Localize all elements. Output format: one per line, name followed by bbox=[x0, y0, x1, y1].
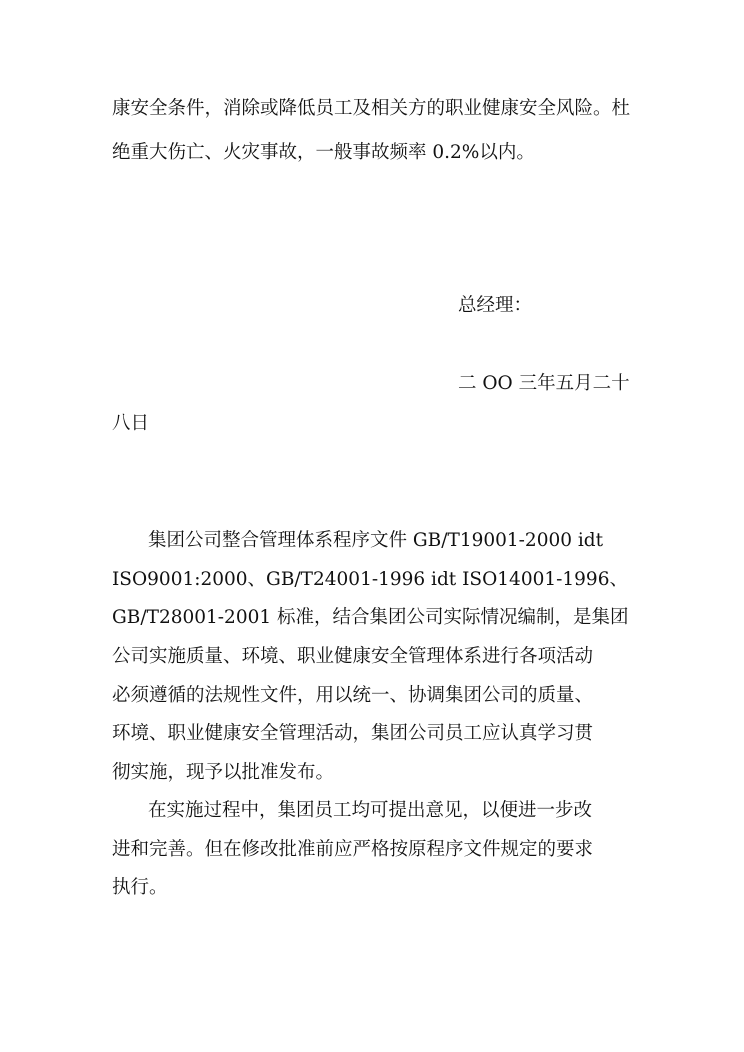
signature-date: 二 OO 三年五月二十 bbox=[458, 373, 630, 394]
body-paragraph-line: ISO9001:2000、GB/T24001-1996 idt ISO14001-1996、 bbox=[112, 569, 628, 590]
body-paragraph-line: GB/T28001-2001 标准，结合集团公司实际情况编制，是集团 bbox=[112, 607, 629, 628]
intro-text-line: 康安全条件，消除或降低员工及相关方的职业健康安全风险。杜 bbox=[112, 98, 631, 119]
body-paragraph-line: 必须遵循的法规性文件，用以统一、协调集团公司的质量、 bbox=[112, 685, 594, 706]
body-paragraph-line: 环境、职业健康安全管理活动，集团公司员工应认真学习贯 bbox=[112, 723, 594, 744]
body-paragraph-line: 彻实施，现予以批准发布。 bbox=[112, 762, 335, 783]
body-paragraph-line: 公司实施质量、环境、职业健康安全管理体系进行各项活动 bbox=[112, 646, 594, 667]
signature-title: 总经理： bbox=[458, 295, 533, 316]
body-paragraph-line: 执行。 bbox=[112, 877, 168, 898]
intro-text-line: 绝重大伤亡、火灾事故，一般事故频率 0.2%以内。 bbox=[112, 142, 535, 163]
body-paragraph-line: 集团公司整合管理体系程序文件 GB/T19001-2000 idt bbox=[148, 530, 604, 551]
body-paragraph-line: 进和完善。但在修改批准前应严格按原程序文件规定的要求 bbox=[112, 839, 594, 860]
body-paragraph-line: 在实施过程中，集团员工均可提出意见，以便进一步改 bbox=[148, 800, 593, 821]
signature-date-continuation: 八日 bbox=[112, 413, 150, 434]
